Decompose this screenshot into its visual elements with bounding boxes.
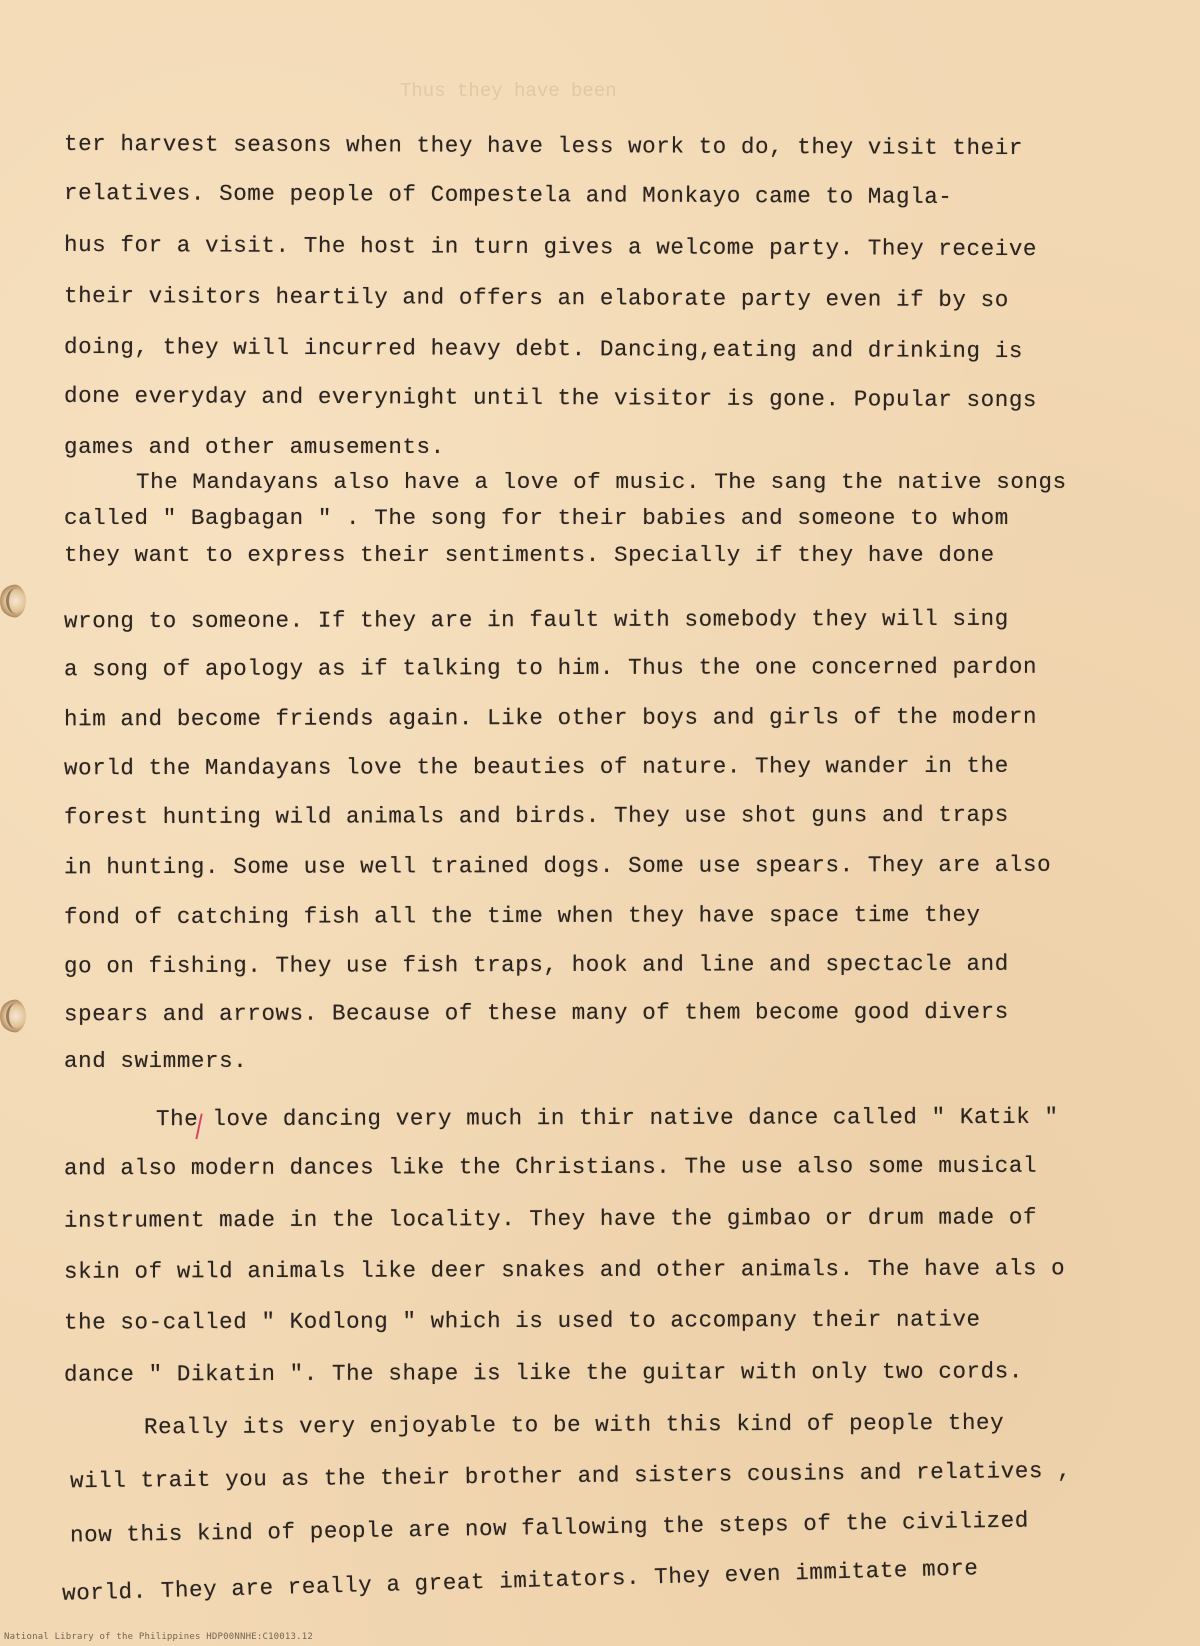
text-line: their visitors heartily and offers an elaborate party even if by so — [63, 282, 1009, 314]
text-line: world. They are really a great imitators. They even immitate more — [61, 1555, 979, 1607]
text-line: doing, they will incurred heavy debt. Dancing,eating and drinking is — [63, 333, 1024, 365]
text-line: now this kind of people are now fallowing the steps of the civilized — [69, 1507, 1030, 1549]
text-line: him and become friends again. Like other boys and girls of the modern — [63, 703, 1038, 733]
text-line: games and other amusements. — [64, 434, 445, 460]
text-line: fond of catching fish all the time when they have space time they — [63, 901, 981, 931]
text-line: wrong to someone. If they are in fault with somebody they will sing — [63, 605, 1009, 635]
punch-hole-top — [0, 584, 26, 618]
text-line: instrument made in the locality. They have the gimbao or drum made of — [63, 1204, 1038, 1234]
text-line: ter harvest seasons when they have less work to do, they visit their — [63, 130, 1024, 162]
text-line: forest hunting wild animals and birds. They use shot guns and traps — [63, 801, 1009, 831]
text-line: dance " Dikatin ". The shape is like the guitar with only two cords. — [63, 1358, 1023, 1388]
text-line: world the Mandayans love the beauties of nature. They wander in the — [63, 752, 1009, 782]
text-line: hus for a visit. The host in turn gives a welcome party. They receive — [63, 231, 1038, 263]
text-line: done everyday and everynight until the visitor is gone. Popular songs — [63, 382, 1038, 414]
text-line: spears and arrows. Because of these many of them become good divers — [63, 998, 1009, 1028]
text-line: called " Bagbagan " . The song for their babies and someone to whom — [64, 505, 1009, 531]
text-line: relatives. Some people of Compestela and Monkayo came to Magla- — [63, 180, 953, 210]
text-line: the so-called " Kodlong " which is used to accompany their native — [63, 1306, 981, 1336]
paragraph-3-line: The love dancing very much in thir native dance called " Katik " — [155, 1103, 1059, 1133]
text-line: and also modern dances like the Christians. The use also some musical — [63, 1152, 1038, 1182]
text-line: in hunting. Some use well trained dogs. Some use spears. They are also — [63, 851, 1052, 881]
text-line: a song of apology as if talking to him. Thus the one concerned pardon — [63, 653, 1038, 683]
paragraph-2-line: The Mandayans also have a love of music. The sang the native songs — [136, 469, 1067, 495]
archive-footer: National Library of the Philippines HDP00NNHE:C10013.12 — [4, 1632, 314, 1642]
text-line: and swimmers. — [64, 1048, 248, 1074]
text-line: they want to express their sentiments. Specially if they have done — [64, 542, 995, 568]
text-line: skin of wild animals like deer snakes and other animals. The have als o — [63, 1255, 1066, 1285]
punch-hole-bottom — [0, 999, 26, 1033]
text-line: will trait you as the their brother and sisters cousins and relatives , — [69, 1457, 1072, 1495]
text-line: go on fishing. They use fish traps, hook and line and spectacle and — [63, 950, 1009, 980]
paragraph-4-line: Really its very enjoyable to be with this kind of people they — [143, 1409, 1005, 1441]
show-through-text: Thus they have been — [400, 80, 617, 102]
